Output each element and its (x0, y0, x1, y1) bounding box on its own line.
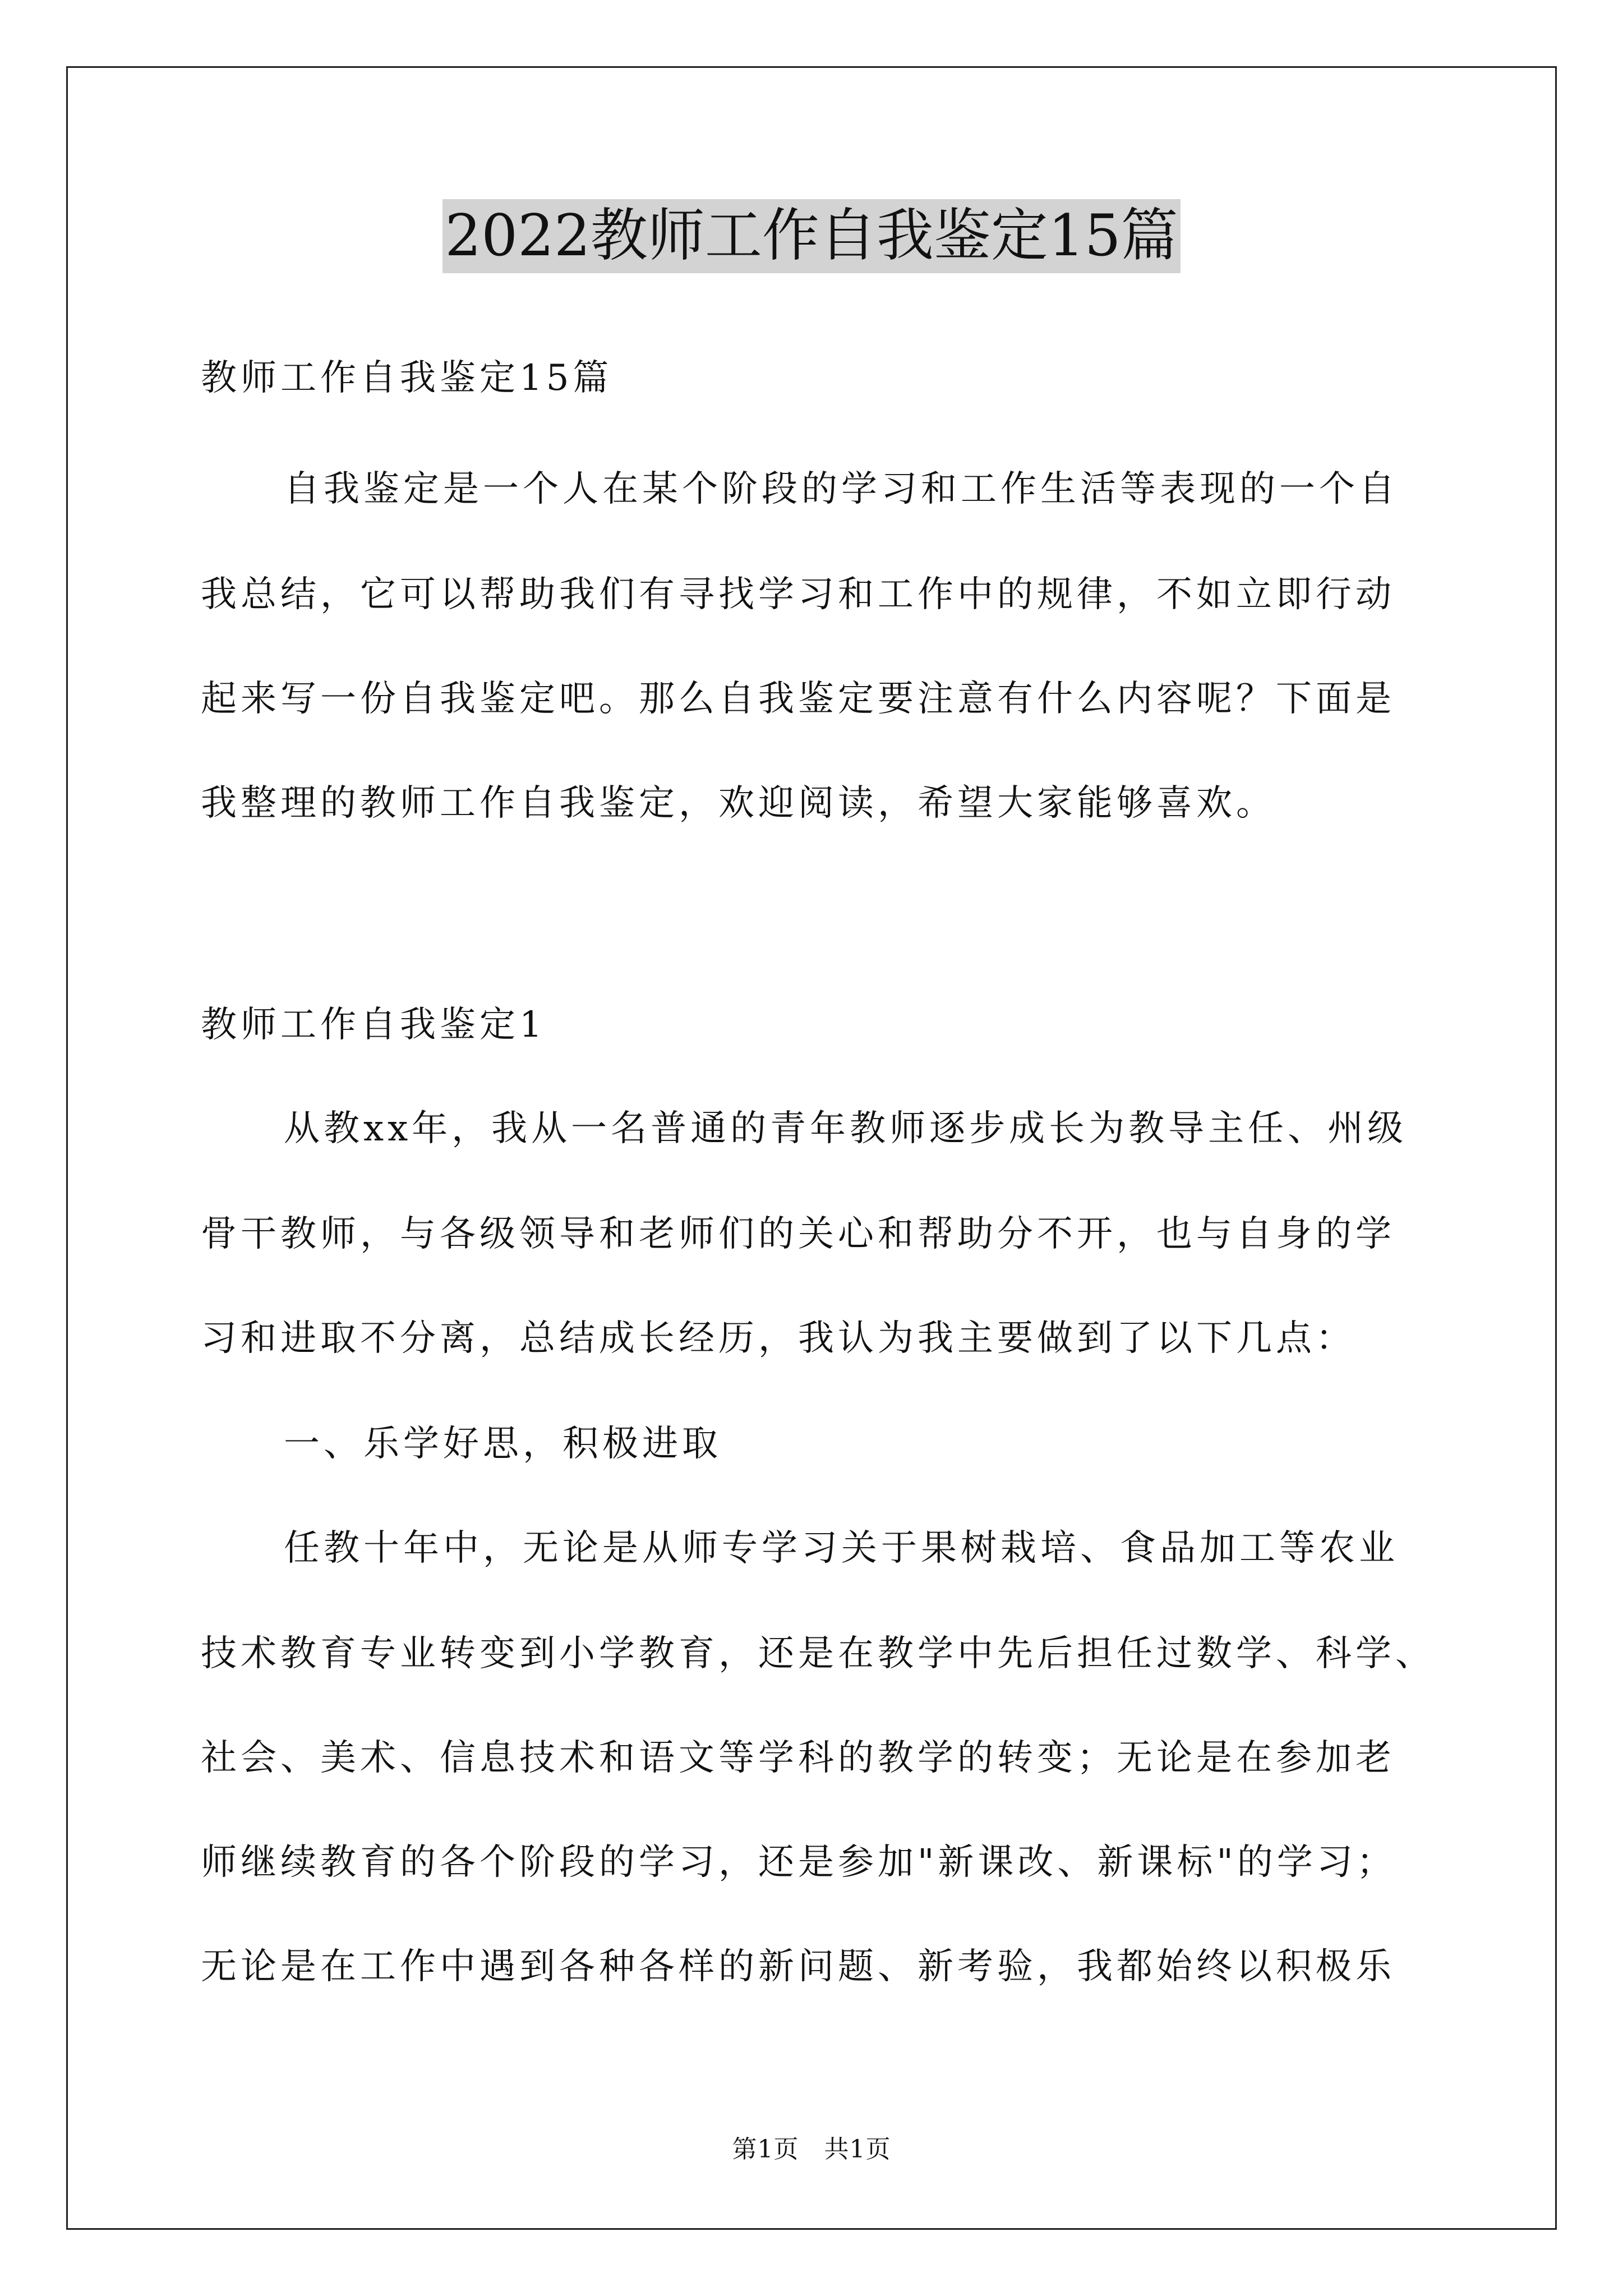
point-line: 师继续教育的各个阶段的学习，还是参加"新课改、新课标"的学习； (201, 1842, 1396, 1883)
intro-line: 我整理的教师工作自我鉴定，欢迎阅读，希望大家能够喜欢。 (201, 783, 1276, 824)
point-line: 任教十年中，无论是从师专学习关于果树栽培、食品加工等农业 (284, 1527, 1399, 1569)
section-line: 从教xx年，我从一名普通的青年教师逐步成长为教导主任、州级 (284, 1108, 1408, 1149)
intro-line: 我总结，它可以帮助我们有寻找学习和工作中的规律，不如立即行动 (201, 574, 1395, 615)
point-line: 无论是在工作中遇到各种各样的新问题、新考验，我都始终以积极乐 (201, 1946, 1395, 1987)
point-heading: 一、乐学好思，积极进取 (284, 1423, 722, 1465)
title-container (0, 199, 1623, 273)
intro-line: 起来写一份自我鉴定吧。那么自我鉴定要注意有什么内容呢？下面是 (201, 678, 1395, 720)
point-line: 社会、美术、信息技术和语文等学科的教学的转变；无论是在参加老 (201, 1737, 1395, 1779)
section-heading: 教师工作自我鉴定1 (201, 1004, 546, 1046)
section-line: 骨干教师，与各级领导和老师们的关心和帮助分不开，也与自身的学 (201, 1213, 1395, 1255)
intro-line: 自我鉴定是一个人在某个阶段的学习和工作生活等表现的一个自 (284, 468, 1399, 510)
point-line: 技术教育专业转变到小学教育，还是在教学中先后担任过数学、科学、 (201, 1633, 1435, 1674)
document-title: 2022教师工作自我鉴定15篇 (442, 199, 1180, 273)
section-line: 习和进取不分离，总结成长经历，我认为我主要做到了以下几点： (201, 1318, 1355, 1359)
document-subtitle: 教师工作自我鉴定15篇 (201, 357, 613, 399)
page-footer: 第1页 共1页 (732, 2135, 891, 2164)
